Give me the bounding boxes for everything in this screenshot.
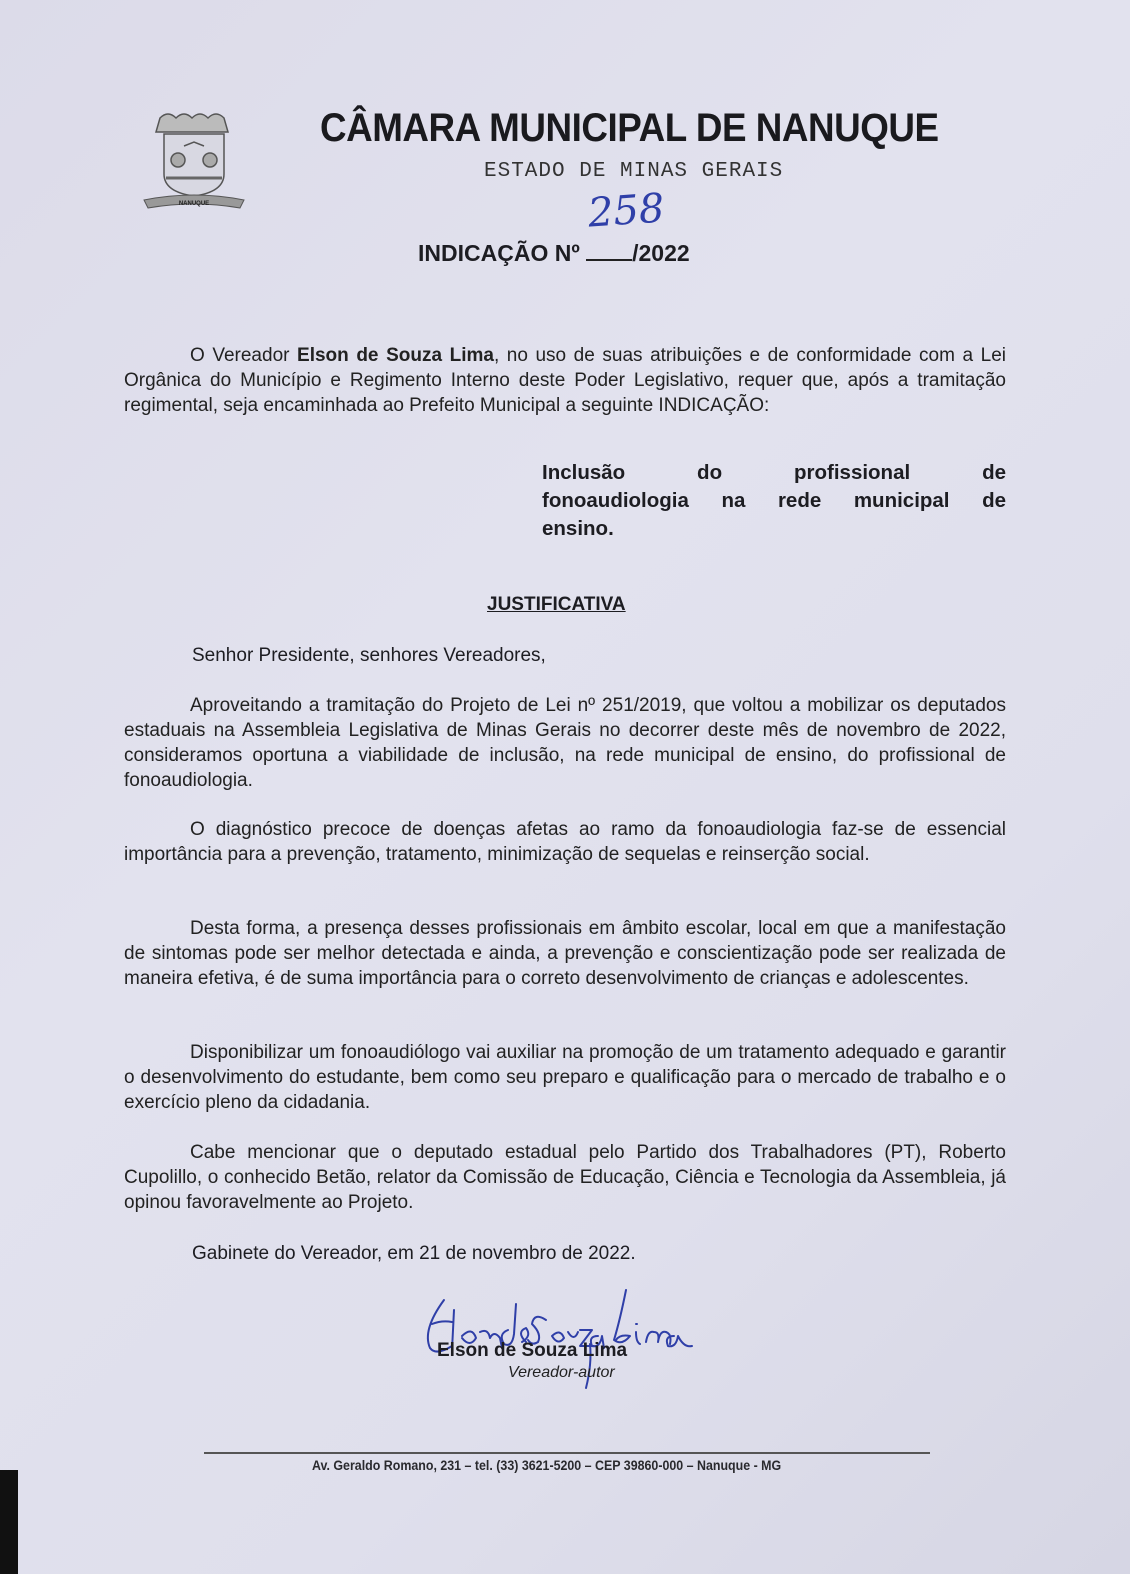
intro-text-end: , no uso de suas atribuições e de conformidade com a Lei Orgânica do Município e Regimento Interno deste Poder Legislativo, requer que, após a tramitação regimental, seja encaminhada ao Prefeito Municipal a seguinte INDICAÇÃO: xyxy=(124,345,1006,416)
document-year: /2022 xyxy=(632,240,690,266)
number-blank-line xyxy=(586,241,632,261)
footer-address: Av. Geraldo Romano, 231 – tel. (33) 3621-5200 – CEP 39860-000 – Nanuque - MG xyxy=(312,1458,782,1473)
municipal-coat-of-arms-icon xyxy=(138,108,250,216)
subject-line: Inclusão do profissional de xyxy=(542,461,1006,484)
indication-subject xyxy=(542,459,1006,543)
signer-name: Elson de Souza Lima xyxy=(437,1340,628,1361)
handwritten-document-number: 258 xyxy=(586,185,666,237)
crest-banner-text: NANUQUE xyxy=(178,201,210,207)
justification-heading: JUSTIFICATIVA xyxy=(487,594,626,615)
document-number-heading xyxy=(418,240,690,267)
signer-role: Vereador-autor xyxy=(508,1364,615,1381)
intro-paragraph xyxy=(124,343,1006,418)
organization-title: CÂMARA MUNICIPAL DE NANUQUE xyxy=(320,106,939,150)
justification-paragraph: Disponibilizar um fonoaudiólogo vai auxiliar na promoção de um tratamento adequado e garantir o desenvolvimento do estudante, bem como seu preparo e qualificação para o mercado de trabalho e o exercício pleno da cidadania. xyxy=(124,1042,1006,1113)
subject-line: ensino. xyxy=(542,517,614,540)
author-name-bold: Elson de Souza Lima xyxy=(297,345,494,366)
salutation: Senhor Presidente, senhores Vereadores, xyxy=(192,645,546,666)
justification-paragraph: Desta forma, a presença desses profissionais em âmbito escolar, local em que a manifestação de sintomas pode ser melhor detectada e ainda, a prevenção e conscientização pode ser realizada de maneira efetiva, é de suma importância para o correto desenvolvimento de crianças e adolescentes. xyxy=(124,918,1006,989)
justification-paragraph: Aproveitando a tramitação do Projeto de Lei nº 251/2019, que voltou a mobilizar os deputados estaduais na Assembleia Legislativa de Minas Gerais no decorrer deste mês de novembro de 2022, consideramos oportuna a viabilidade de inclusão, na rede municipal de ensino, do profissional de fonoaudiologia. xyxy=(124,695,1006,791)
intro-text-start: O Vereador xyxy=(190,345,298,366)
subject-line: fonoaudiologia na rede municipal de xyxy=(542,489,1006,512)
justification-paragraph: Cabe mencionar que o deputado estadual pelo Partido dos Trabalhadores (PT), Roberto Cupolillo, o conhecido Betão, relator da Comissão de Educação, Ciência e Tecnologia da Assembleia, já opinou favoravelmente ao Projeto. xyxy=(124,1142,1006,1213)
document-type-prefix: INDICAÇÃO Nº xyxy=(418,240,587,266)
footer-divider xyxy=(204,1452,930,1454)
closing-date-line: Gabinete do Vereador, em 21 de novembro de 2022. xyxy=(192,1243,636,1264)
state-subtitle: ESTADO DE MINAS GERAIS xyxy=(484,160,784,183)
page-edge-shadow xyxy=(0,1470,18,1574)
justification-paragraph: O diagnóstico precoce de doenças afetas ao ramo da fonoaudiologia faz-se de essencial importância para a prevenção, tratamento, minimização de sequelas e reinserção social. xyxy=(124,819,1006,865)
